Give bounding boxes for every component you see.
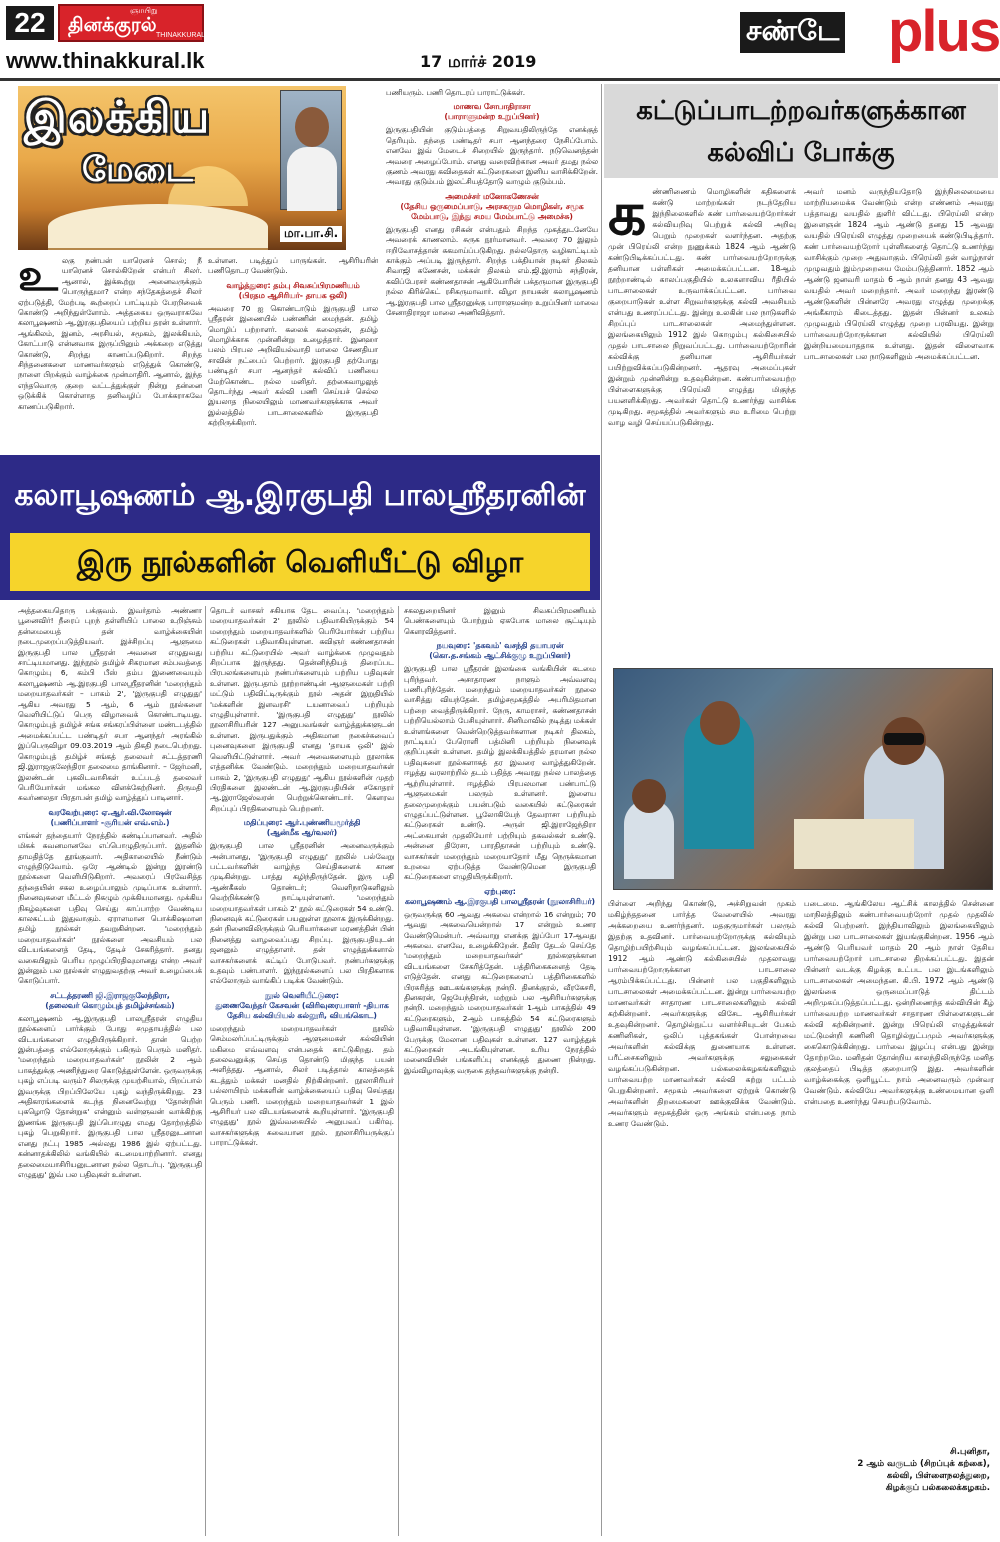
classroom-photo — [613, 668, 993, 890]
headline-line2: இரு நூல்களின் வெளியீட்டு விழா — [10, 533, 590, 591]
logo-top-text: ஞாயிறு — [130, 6, 158, 15]
header-rule — [0, 78, 1000, 81]
right-column-2 — [804, 186, 994, 662]
newspaper-logo[interactable] — [58, 4, 204, 42]
body-paragraph: தொடர் வாசகர் சகியாக தேட வைப்பு. 'மறைந்தும் மறையாதவர்கள் 2' நூலில் பதிவாகியிருக்கும் 54 மறைந்தும் மறையாதவர்களில் பெரியோர்கள் பற்றிய கட்டுரைகள் பதிவாகியுள்ளன. கவிஞர் கண்ணதாசன் பற்றிய கட்டுரையில் அவர் வாழ்க்கை முழுவதும் சிறப்பாக இருந்தது. தென்னிந்தியத் திரைப்பட பிரபலங்களையும் நண்பர்களையும் பற்றிய பதிவுகள் உள்ளன. இருபதாம் நூற்றாண்டின் ஆளுமைகள் பற்றி மட்டும் பதிவிட்டிருக்கும் நூல் அதன் இறுதியில் 'மக்களின் இளவரசி' டயனாவைப் பற்றியும் எழுதியுள்ளார். 'இருகுபதி எழுதுது' நூலில் நூலாசிரியரின் 127 அனுபவங்கள் வாழ்த்துக்களுடன் உள்ளன. இருபதுக்கும் அதிகமான நகைச்சுவைப் புனைவுகளை இருகுபதி எனது 'தாயக ஒலி' இல் வெளியிட்டுள்ளார். அவர் அவைகளையும் நூலாக்க எத்தனிக்க வேண்டும். மறைந்தும் மறையாதவர்கள் பாகம் 2, 'இருகுபதி எழுதுது' ஆகிய நூல்களின் முதற் பிரதிகளை இலண்டன் ஆ.இரகுபதியின் சகோதரர் ஆ.இராஜேஸ்வரன் பெற்றுக்கொண்டார். கௌரவ சிறப்புப் பிரதிகளையும் பெற்றனர். — [210, 606, 394, 813]
speaker-heading: வாழ்த்துரை: தம்பு சிவசுப்பிரமணியம் (பிரதம ஆசிரியர்- தாயக ஒலி) — [226, 280, 360, 300]
section-divider — [601, 84, 602, 1536]
intro-text-1: லகு நண்பன் யாரெனச் சொல்; நீ யாரெனச் சொல்கிறேன் என்பர் சிலர். ஆனால், இக்கூற்று அனைவருக்கும் பொருந்துமா? என்ற சந்தேகத்தைச் சிலர் ஏற்படுத்தி, மேற்படி கூற்றைப் பாட்டியும் பேரறிவைக் கொண்டு அறிந்துள்ளோம். அத்தகைய ஒருவராகவே கலாபூஷணம் ஆ.இரகுபதியைப் பற்றிய தரன் உள்ளார். ஆங்கிலம், இனம், அரசியல், சமூகம், இலக்கியம், கோட்பாடு என்னவாக இருப்பினும் அக்கறை எடுத்து கொண்டு, சிறந்து காணப்படுகிறார். சிறந்த சிந்தனைகளை மாணவர்களும் எடுத்துக் கொண்டு, நாளை பிறக்கும் வாழ்க்கை முன்மாதிரி. ஆனால், இந்த எந்தவொரு குறை வட்டத்துக்குள் நின்று தன்னை ஒடுக்கிக் கொள்ளாத தனிவழிப் போக்கராகவே காணப்படுகிறார். — [18, 256, 202, 411]
right-text-3: பிள்ளை அறிந்து கொண்டு, அச்சிறுவன் முகம் மகிழ்ந்ததனை பார்த்த வேளையில் அவரது அக்கறையை உணர்ந்தனர். மதகுருமார்கள் பலரும் இதற்கு உதவினர். பார்வையற்றோருக்கு கல்வியும் தொழிற்பயிற்சியும் வழங்கப்பட்டன. இலங்கையில் 1912 ஆம் ஆண்டு கல்கிசையில் முதலாவது பார்வையற்றோருக்கான பாடசாலை ஆரம்பிக்கப்பட்டது. பின்னர் பல பகுதிகளிலும் பாடசாலைகள் அமைக்கப்பட்டன. இன்று பார்வையற்ற மாணவர்கள் சாதாரண பாடசாலைகளிலும் கல்வி கற்கின்றனர். அவர்களுக்கு விசேட ஆசிரியர்கள் உதவுகின்றனர். தொழில்நுட்ப வளர்ச்சியுடன் பேசும் கணினிகள், ஒலிப் புத்தகங்கள் போன்றவை அவர்களின் கல்விக்கு துணையாக உள்ளன. பரீட்சைகளிலும் அவர்களுக்கு சலுகைகள் வழங்கப்படுகின்றன. பல்கலைக்கழகங்களிலும் பார்வையற்ற மாணவர்கள் கல்வி கற்று பட்டம் பெறுகின்றனர். சமூகம் அவர்களை ஏற்றுக் கொண்டு அவர்களின் திறமைகளை ஊக்குவிக்க வேண்டும். அவர்களும் சமூகத்தின் ஒரு அங்கம் என்பதை நாம் உணர வேண்டும். — [608, 899, 796, 1128]
speaker-text: கலாபூஷணம் ஆ.இருகுபதி பாலஸ்ரீதரன் எழுதிய நூல்களைப் பார்க்கும் போது சமுதாயத்தில் பல விடயங்களை எழுதியிருக்கிறார். தான் பெற்ற இன்பத்தை எல்லோருக்கும் பகிரும் பெரும் மனிதர். 'மறைந்தும் மறையாதவர்கள்' நூலின் 2 ஆம் பாகத்துக்கு அணிந்துரை கொடுத்துள்ளேன். ஒருவருக்கு புகழ் எப்படி வரும்? சிலருக்கு முயற்சியால், பிறப்பால் இவருக்கு பிறப்பிலேயே புகழ் வந்திருக்கிறது. 23 அதிகாரங்களைக் கடந்த நினைவேற்று 'தோன்றின் புகழொடு தோன்றுக' என்னும் வள்ளுவன் வாக்கிற்கு இணங்க இருகுபதி இப்பொழுது எமது தோற்றத்தில் புகழ் பெறுகிறார். இருகுபதி பால ஸ்ரீதரனுடனான எனது நட்பு 1985 அல்லது 1986 இல் ஏற்பட்டது. கன்னாதக்கிலில் வங்கியில் கடமையாற்றினார். எனது தலைமையாசிரியனுடனான நல்ல தொடர்பு. 'இருகுபதி எழுதுது' இவ் பல பதிவுகள் உள்ளன. — [18, 1013, 202, 1179]
speaker-text: அவரை 70 ஐ கொண்டாடும் இருகுபதி பால ஸ்ரீதரன் இணையில் பண்ணின் மைந்தன். தமிழ் மொழிப் பற்றாளர். கலைக் கலைஞன், தமிழ் மொழிக்காக முன்னின்று உழைத்தார். இனஹா பலம் பிரபல அறிவியல்வாதி மாலை சேணதியா சாவின் நட்பைப் பெற்றார். இரகுபதி தற்போது பண்டிதர் சபா ஆனந்தர் கல்விப் பணியை மேற்கொண்ட நல்ல மனிதர். தற்கைவாழலுத் தொடர்ந்து அவர் கல்வி பணி செய்யச் செல்ல இயலாத நிலையிலும் மாணவர்களுக்காக அவர் இல்லத்தில் பாடசாலைகளில் இருகுபதி கற்றிருக்கிறார். — [208, 303, 378, 428]
banner-author: மா.பா.சி. — [280, 226, 342, 242]
section-sunday-text: சண்டே — [740, 12, 845, 53]
speaker-heading: அமைச்சர் மனோகணேசன் (தேசிய ஒருமைப்பாடு, அரசகரும மொழிகள், சமூக மேம்பாடு, இந்து சமய மேம்பாட்டு அமைச்சு) — [400, 191, 584, 221]
right-text-4: படைமை. ஆங்கிலேய ஆட்சிக் காலத்தில் சென்னை மாநிலத்திலும் கண்பார்வையற்றோர் முதல் முதலில் கல்வி பெற்றனர். இந்தியாவிலும் இலங்கையிலும் இன்று பல பாடசாலைகள் இயங்குகின்றன. 1956 ஆம் ஆண்டு பெரியவர் மாதம் 20 ஆம் நாள் தேசிய பார்வையற்றோர் பாடசாலை திறக்கப்பட்டது. இதன் பின்னர் வடக்கு கிழக்கு உட்பட பல இடங்களிலும் பாடசாலைகள் அமைந்தன. கி.பி. 1972 ஆம் ஆண்டு இலங்கை ஒருமைப்பாடுத் திட்டம் அறிமுகப்படுத்தப்பட்டது. ஒன்றிணைந்த கல்வியின் கீழ் பார்வையற்ற மாணவர்கள் சாதாரண பிள்ளைகளுடன் கல்வி கற்கின்றனர். இன்று பிரெய்லி எழுத்துக்கள் மட்டுமன்றி கணினி தொழில்நுட்பமும் அவர்களுக்கு கைகொடுக்கின்றது. பார்வை இழப்பு என்பது இன்று தோற்றமே. மனிதன் தோன்றிய காலந்திலிருந்தே மனித குலத்தைப் பிடித்த குறைபாடு இது. அவர்களின் வாழ்க்கைக்கு ஒளியூட்ட நாம் அனைவரும் முன்வர வேண்டும். கல்வியே அவர்களுக்கு உண்மையான ஒளி என்பதை உணர்ந்து செயற்படுவோம். — [804, 899, 994, 1106]
column-divider — [398, 606, 399, 1536]
intro-column-1 — [18, 256, 202, 452]
right-column-3 — [608, 898, 796, 1536]
right-dropcap: க — [608, 186, 647, 249]
speaker-text: எங்கள் தந்தையார் நேரத்தில் கண்டிப்பானவர். அதில் மிகக் கவனமானவே எப்பொழுதிருப்பார். இதனில் தாமதித்தே தூங்குவார். அதிகாலையில் நீண்டும் எழுந்திடுவோம். ஒரே ஆண்டில் இன்று இரண்டு நூல்களை வெளியிடுகிறார். அவரைப் பிரவேசித்த தந்தையின் சகல உழைப்பாலும் முடிப்பாக உள்ளார். நினைவுகளை மீட்டல் நிகழும் முக்கியமானது. முக்கிய நிகழ்வுகளை பதிவு செய்து காப்பாற்ற வேண்டிய காலகட்டம் இதுவாகும். ஏராளமான பொக்கிஷமான தமிழ் நூல்கள் தவறுகின்றன. 'மறைந்தும் மறையாதவர்கள்' நூல்களை அவசியம் பல விடயங்களைத் தேடி, தேடிச் சேகரித்தார். தனது வகையிலும் பெரிய முழுப்பிரதிவுமானது என்ற அவர் இன்னும் பல நூல்கள் எழுதுவதற்கு அவர் உழைப்பைக் கொடுப்பார். — [18, 830, 202, 986]
right-column-4 — [804, 898, 994, 1442]
intro-column-3 — [386, 88, 598, 452]
banner-title-line1: இலக்கிய — [24, 92, 211, 143]
logo-main-text: தினக்குரல் — [68, 14, 157, 36]
speaker-text: இருகுபதியின் குடும்பத்தை சிறுவயதிலிருந்தே எனக்குத் தெரியும். தந்தை பண்டிதர் சபா ஆனந்தரை நேசிப்போம். எனவே இவ் மேடைச் சிறையில் இருந்தார். நடுவெனத்தன் அவரை அழைப்போம். எனது வரைவிற்கான அவர் தமது நல்ல குணம் அவரது கவிதைகள் கட்டுரைகளை இனிய வாசிக்கிறேன். அவரது குடும்பம் இலட்சியத்தோடு வாழும் குடும்பம். — [386, 125, 598, 187]
right-article-title: கட்டுப்பாடற்றவர்களுக்கான கல்விப் போக்கு — [604, 84, 998, 178]
right-column-1 — [608, 186, 796, 662]
speaker-text: இருகுபதி எனது ரசிகன் என்பதும் சிறந்த முகத்துடனேயே அவரைக் காணலாம். சுருக நூர்மானவர். அவரை 70 இலும் ஈறிவோசத்தான் சுகமாய்ப்படுகிறது. நல்லதொரு வழிகாட்டிபம் காக்கும் அப்படி இருந்தார். சிறந்த பக்தியான் நடிகர் திலகம் சிவாஜி கணேசன், மக்கள் திலகம் எம்.ஜி.இராம் சந்திரன், கவிப்பேரசர் கண்ணதாசன் ஆகியோரின் பக்தருமான இருகுபதி நல்ல கிரிக்கெட் ரசிகருமாவார். விழா நாயகன் கலாபூஷணம் ஆ.இரகுபதி பால ஸ்ரீதரனுக்கு பாராளுமன்ற உறுப்பினர் மாவை சேனாதிராஜா மாலை அணிவித்தார். — [386, 224, 598, 318]
body-column-1 — [18, 606, 202, 1536]
body-paragraph: அத்தகையதொரு பக்குவம். இவர்தாம் அண்ணா பூனைவிர்! நீரைப் புறந் தள்ளியிப் பாலை உறிஞ்சும் தன்மையைத் தன் வாழ்க்கையின் நடைமுறைப்படுத்தியவர். இச்சிறப்பு ஆளுமை இருகுபதி பால ஸ்ரீதரன் அவனை எழுதுவது சாட்டியமானது. இந்நூல் தமிழ்ச் சிகரமான சம்பவத்தை கொழும்பு 6, கம்பி பீஸ் தம்ப இணைவையும் கலாபூஷணம் ஆ.இரகுபதி பாலஸ்ரீதரனின் 'மறைந்தும் மறையாதவர்கள் – பாகம் 2', 'இருகுபதி எழுதுது' ஆகிய அவரது 5 ஆம், 6 ஆம் நூல்களை வெளியிட்டுப் பெரு விழாவைக் கொண்டாடியது. கொழும்புத் தமிழ்ச் சங்க சங்கரப்பிள்ளை மண்டபத்தில் அமைக்கப்பட்ட பண்டிதர் சபா ஆனந்தர் அரங்கில் இப்பெருவிழா 09.03.2019 ஆம் திகதி நடைபெற்றது. கொழும்புத் தமிழ்ச் சங்கத் தலைவர் சட்டத்தரணி ஜி.இராஜகுலேந்திரா தலைமை தாங்கினார். – ஜேர்மனி, இலண்டன் புகலிடவாசிகள் உட்படத் தலைவர் பெரியோர்கள் மங்கல விளக்கேற்றினர். திருமதி சுவர்ணலதா பிரதாபன் தமிழ் வாழ்த்துப் பாடினார். — [18, 606, 202, 803]
speaker-heading: ஏற்புரை: கலாபூஷணம் ஆ.இரகுபதி பாலஸ்ரீதரன் (நூலாசிரியர்) — [404, 886, 596, 906]
author-signature: சி.புனிதா, 2 ஆம் வருடம் (சிறப்புக் கற்கை), கல்வி, பிள்ளைநலத்துறை, கிழக்குப் பல்கலைக்கழகம். — [857, 1447, 990, 1493]
banner-title-line2: மேடை — [82, 150, 193, 190]
literary-stage-banner — [18, 86, 346, 250]
speaker-heading: மாணவ சோபாதிராசா (பாராளுமன்ற உறுப்பினர்) — [444, 102, 540, 122]
author-photo — [280, 90, 342, 210]
speaker-heading: வரவேற்புரை: ஏ.ஆர்.வி.லோஷன் (பணிப்பாளர் -சூரியன் எவ்.எம்.) — [48, 807, 172, 827]
speaker-heading: நூல் வெளியீட்டுரை: துணைவேந்தர் கேசவன் (விரிவுரையாளர் -தியாக தேசிய கல்வியியல் கல்லூரி, வியங்கொட) — [215, 990, 389, 1020]
speaker-heading: நயவுரை: 'தகவம்' வசந்தி தயாபரன் (கொ.த.சங்கம் ஆட்சிக்குழு உறுப்பினர்) — [429, 641, 571, 661]
speaker-heading: மதிப்புரை: ஆர்.புண்ணியமூர்த்தி (ஆன்மீக ஆர்வலர்) — [243, 818, 361, 838]
intro-dropcap: உ — [18, 256, 58, 301]
body-paragraph: சகலதுறையினர் இனும் சிவசுப்பிரமணியம் பெண்களையும் போற்றும் ஏகபோக மாலை சூட்டியும் கௌரவித்தனர். — [404, 606, 596, 636]
open-book-graphic — [48, 204, 268, 250]
intro-text-3: பணியரும். பணி தொடரப் பாராட்டுக்கள். — [386, 88, 526, 97]
section-logo — [740, 0, 1000, 64]
column-divider — [205, 606, 206, 1536]
body-column-2 — [210, 606, 394, 1536]
speaker-text: ஒருவருக்கு 60 ஆவது அகவை என்றால் 16 என்றும்; 70 ஆவது அகவையென்றால் 17 என்றும் உணர வேண்டுமென்பர். அவ்வாறு எனக்கு இப்போ 17ஆவது அகவை. எனவே, உழைக்கிறேன். தீவிர தேடல் செய்தே 'மறைந்தும் மறையாதவர்கள்' நூல்களுக்கான விடயங்களை சேகரித்தேன். பத்திரிகைகளைத் தேடி எடுத்தேன். எனது கட்டுரைகளைப் பத்திரிகைகளில் பிரசுரித்த ஊடகங்களுக்கு நன்றி. தினக்குரல், வீரகேசரி, தினகரன், ஜெயேந்திரன், மற்றும் பல ஆசிரியர்களுக்கு நன்றி. மறைந்தும் மறையாதவர்கள் 1ஆம் பாகத்தில் 49 கட்டுரைகளும், 2ஆம் பாகத்தில் 54 கட்டுரைகளும் பதிவாகியுள்ளன. 'இருகுபதி எழுதுது' நூலில் 200 பேருக்கு மேலான பதிவுகள் உள்ளன. 127 வாழ்த்துக் கட்டுரைகள் அடங்கியுள்ளன. உரிய நேரத்தில் மனைவியின் பங்களிப்பு எனக்குத் துணை நின்றது. இவ்விழாவுக்கு வருகை தந்தவர்களுக்கு நன்றி. — [404, 909, 596, 1075]
headline-band — [0, 455, 600, 600]
intro-column-2 — [208, 256, 378, 452]
right-text-2: அவர் மனம் வருந்தியதோடு இந்நிலைமையை மாற்றியமைக்க வேண்டும் என்ற எண்ணம் அவரது பத்தாவது வயதில் துளிர் விட்டது. பிரெய்லி என்ற இளைஞன் 1824 ஆம் ஆண்டு தனது 15 ஆவது வயதில் பிரெய்லி எழுத்து முறையைக் கண்டுபிடித்தார். கண் பார்வையற்றோர் புள்ளிகளைத் தொட்டு உணர்ந்து வாசிக்கும் முறை அதுவாகும். பிரெய்லி தன் வாழ்நாள் முழுவதும் இம்முறையை மேம்படுத்தினார். 1852 ஆம் ஆண்டு ஜனவரி மாதம் 6 ஆம் நாள் தனது 43 ஆவது வயதில் அவர் மறைந்தார். அவர் மறைந்து இரண்டு ஆண்டுகளின் பின்னரே அவரது எழுத்து முறைக்கு அங்கீகாரம் கிடைத்தது. இதன் பின்னர் உலகம் முழுவதும் பிரெய்லி எழுத்து முறை பரவியது. இன்று பார்வையற்றோருக்கான கல்வியில் பிரெய்லி இன்றியமையாததாக உள்ளது. இதன் விளைவாக பாடசாலைகள் பல நாடுகளிலும் அமைக்கப்பட்டன. — [804, 187, 994, 361]
speaker-text: இருகுபதி பால ஸ்ரீதரன் இலங்கை வங்கியின் கடமை புரிந்தவர். அசாதாரண நாளும் அவ்வளவு பணிபுரிந்தேன். மறைந்தும் மறையாதவர்கள் நூலை வாசித்து வியந்தேன். தமிழ்சமூகத்தில் அபரிமிதமான பற்றை வைத்திருக்கிறார். நேரு, காமராசர், கண்ணதாசன் பற்றியெல்லாம் பேசியுள்ளார். சினிமாவில் நடித்து மக்கள் உள்ளங்களை வென்றெடுத்தவர்களான நடிகர் திலகம், நாட்டியப் பேரொளி பத்மினி பற்றியும் நினைவுக் குறிப்புகள் உள்ளன. தமிழ் இலக்கியத்தில் தரமான நல்ல பதிவுகளை நூல்களாகத் தர இவரை வாழ்த்துகிறேன். ஈழத்து வரலாற்றில் தடம் பதித்த அவரது நல்ல பாலத்தை ஆற்றியுள்ளார். ஈழத்தில் பிரபலமான பண்பாட்டு ஆளுமைகள் பலரும் உள்ளனர். இளைய தலைமுறைக்கும் பயன்படும் வகையில் கட்டுரைகள் எழுதப்பட்டுள்ளன. பூலோகியேந் தேவராசா பற்றியும் கட்டுரைகள் உண்டு. அருள் ஜி.இராஜேந்திரா அட்கையான் முதலியோர் பற்றியும் தகவல்கள் உண்டு. அன்னை திரேசா, பாரதிதாசன் பற்றியும் உண்டு. வாசகர்கள் மறைந்தும் மறையாதோர் மீது நெருக்கமான உறவை ஏற்படுத்த வேண்டுமென இருகுபதி கட்டுரைகளை எழுதியிருக்கிறார். — [404, 664, 596, 882]
intro-text-2: உள்ளன. படித்துப் பாருங்கள். ஆசிரியரின் பணிதொடர வேண்டும். — [208, 256, 378, 276]
headline-line1: கலாபூஷணம் ஆ.இரகுபதி பாலஸ்ரீதரனின் — [10, 465, 590, 527]
section-plus-text: plus — [888, 0, 1000, 64]
speaker-heading: சட்டத்தரணி ஜி.இராஜகுலேந்திரா, (தலைவர் கொழும்புத் தமிழ்ச்சங்கம்) — [45, 990, 175, 1010]
page-number: 22 — [6, 6, 54, 40]
logo-bottom-text: THINAKKURAL — [156, 32, 206, 39]
right-text-1: ண்ணிணைம் மொழிகளின் கதிகளைக் கண்டு மாற்றங்கள் நடந்தேறிய இந்நிலைகளில் கண் பார்வையற்றோர்கள் கல்வியறிவு பெற்றுக் கல்வி அறிவு பெறும் முறைகள் வளர்ந்தன. அதற்கு முன் பிரெய்லி என்ற நுணுக்கம் 1824 ஆம் ஆண்டு கண்டுபிடிக்கப்பட்டது. கண் பார்வையற்றோருக்கு தனியான பள்ளிகள் அமைக்கப்பட்டன. 18ஆம் நூற்றாண்டில் காலப்பகுதியில் உலகளாவிய ரீதியில் பாடசாலைகள் உருவாக்கப்பட்டன. பார்வை குறைபாடுகள் உள்ள சிறுவர்களுக்கு கல்வி அவசியம் என்பது உணரப்பட்டது. இன்று உலகின் பல நாடுகளில் சிறப்புப் பாடசாலைகள் அமைந்துள்ளன. இலங்கையிலும் 1912 இல் கொழும்பு கல்கிசையில் முதல் பாடசாலை நிறுவப்பட்டது. பார்வையற்றோரின் கல்விக்கு தனியான ஆசிரியர்கள் பயிற்றுவிக்கப்படுகின்றனர். ஆதரவு அமைப்புகள் இன்றும் முன்னின்று உதவுகின்றன. கண்பார்வையற்ற பிள்ளைகளுக்கு பிரெய்லி எழுத்து மிகுந்த பயனளிக்கிறது. அவர்கள் தொட்டு உணர்ந்து வாசிக்க முடிகிறது. சமூகத்தில் அவர்களும் சம உரிமை பெற்று வாழ வழி செய்யப்படுகின்றது. — [608, 187, 796, 427]
speaker-text: மறைந்தும் மறையாதவர்கள் நூலில் செம்மலர்ப்பட்டிருக்கும் ஆளுமைகள் கல்வியின் மகிமை எவ்வளவு என்பதைக் காட்டுகிறது. தம் தலைவனுக்கு செய்த தொண்டு மிகுந்த பயன் அளித்தது. ஆனால், சிலர் படித்தால் காலத்தைக் கடத்தும் மக்கள் மனதில் நிற்கின்றனர். நூலாசிரியர் பல்லாயிரம் மக்களின் வாழ்க்கையைப் பதிவு செய்தது பெரும் பணி. மறைந்தும் மறையாதவர்கள் 1 இல் ஆசிரியர் பல விடயங்களைக் கூறியுள்ளார். 'இருகுபதி எழுதுது' நூல் இவ்வகையில் அனுபவப் பகிர்வு. வாசகர்களுக்கு சுவையான நூல். நூலாசிரியருக்குப் பாராட்டுக்கள். — [210, 1023, 394, 1148]
speaker-text: இருகுபதி பால ஸ்ரீதரனின் அனைவருக்கும் அன்பானது, 'இருகுபதி எழுதுது' நூலில் பல்வேறு பட்டவர்களின் வாழ்ந்த செய்திகளைக் காண முடிகின்றது. பாத்து கழிந்திருந்தேன். இரு பதி ஆண்கீகஸ் தொண்டர்; வெளிநாடுகளிலும் வெற்றிக்கண்டு நாட்டியுள்ளனர். 'மறைந்தும் மறையாதவர்கள் பாகம் 2' நூல் கட்டுரைகள் 54 உண்டு. நினைவுக் கட்டுரைகள் பயனுள்ள நூலாக இருக்கின்றது. தன் நினைவிலிருக்கும் பெரியார்களை மரணத்தின் பின் நினைத்து வாழவைப்பது சிறப்பு. இருகுபதியுடன் ஜனனும் எழுத்தாளர். தன் எழுத்துக்களால் வாசகர்களைக் கட்டிப் போடுபவர். நண்பர்களுக்கு உதவும் பண்பாளர். இந்நூல்களைப் பல பிரதிகளாக எல்லோரும் வாங்கிப் படிக்க வேண்டும். — [210, 841, 394, 986]
body-column-3 — [404, 606, 596, 1536]
page-header — [0, 0, 1000, 80]
website-link[interactable]: www.thinakkural.lk — [6, 48, 205, 73]
issue-date: 17 மார்ச் 2019 — [420, 52, 537, 71]
